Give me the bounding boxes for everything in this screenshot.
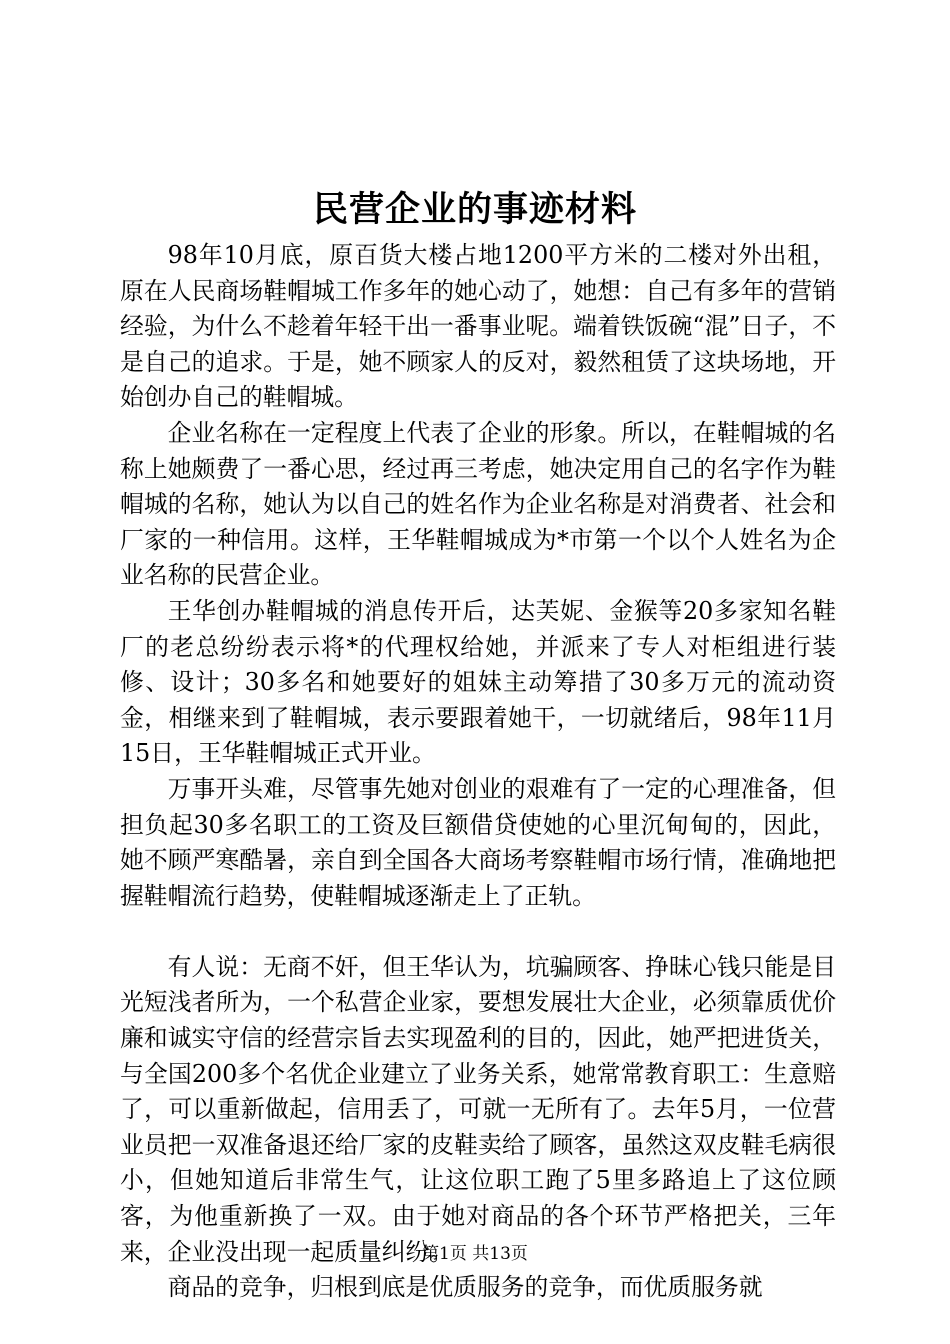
paragraph: 有人说：无商不奸，但王华认为，坑骗顾客、挣昧心钱只能是目光短浅者所为，一个私营企业家，要想发展壮大企业，必须靠质优价廉和诚实守信的经营宗旨去实现盈利的目的，因此，她严把进货关，与全国200多个名优企业建立了业务关系，她常常教育职工：生意赔了，可以重新做起，信用丢了，可就一无所有了。去年5月，一位营业员把一双准备退还给厂家的皮鞋卖给了顾客，虽然这双皮鞋毛病很小，但她知道后非常生气，让这位职工跑了5里多路追上了这位顾客，为他重新换了一双。由于她对商品的各个环节严格把关，三年来，企业没出现一起质量纠纷。 [120,952,836,1266]
document-body [120,238,836,1306]
paragraph: 万事开头难，尽管事先她对创业的艰难有了一定的心理准备，但担负起30多名职工的工资及巨额借贷使她的心里沉甸甸的，因此，她不顾严寒酷暑，亲自到全国各大商场考察鞋帽市场行情，准确地把握鞋帽流行趋势，使鞋帽城逐渐走上了正轨。 [120,774,836,910]
paragraph: 98年10月底，原百货大楼占地1200平方米的二楼对外出租，原在人民商场鞋帽城工作多年的她心动了，她想：自己有多年的营销经验，为什么不趁着年轻干出一番事业呢。端着铁饭碗“混”日子，不是自己的追求。于是，她不顾家人的反对，毅然租赁了这块场地，开始创办自己的鞋帽城。 [120,241,836,412]
page-number-footer: 第1页 共13页 [422,1244,528,1264]
paragraph: 王华创办鞋帽城的消息传开后，达芙妮、金猴等20多家知名鞋厂的老总纷纷表示将*的代理权给她，并派来了专人对柜组进行装修、设计；30多名和她要好的姐妹主动筹措了30多万元的流动资金，相继来到了鞋帽城，表示要跟着她干，一切就绪后，98年11月15日，王华鞋帽城正式开业。 [120,596,836,768]
document-title: 民营企业的事迹材料 [312,189,637,230]
paragraph: 企业名称在一定程度上代表了企业的形象。所以，在鞋帽城的名称上她颇费了一番心思，经过再三考虑，她决定用自己的名字作为鞋帽城的名称，她认为以自己的姓名作为企业名称是对消费者、社会和厂家的一种信用。这样，王华鞋帽城成为*市第一个以个人姓名为企业名称的民营企业。 [120,418,836,590]
paragraph: 商品的竞争，归根到底是优质服务的竞争，而优质服务就 [167,1273,763,1302]
